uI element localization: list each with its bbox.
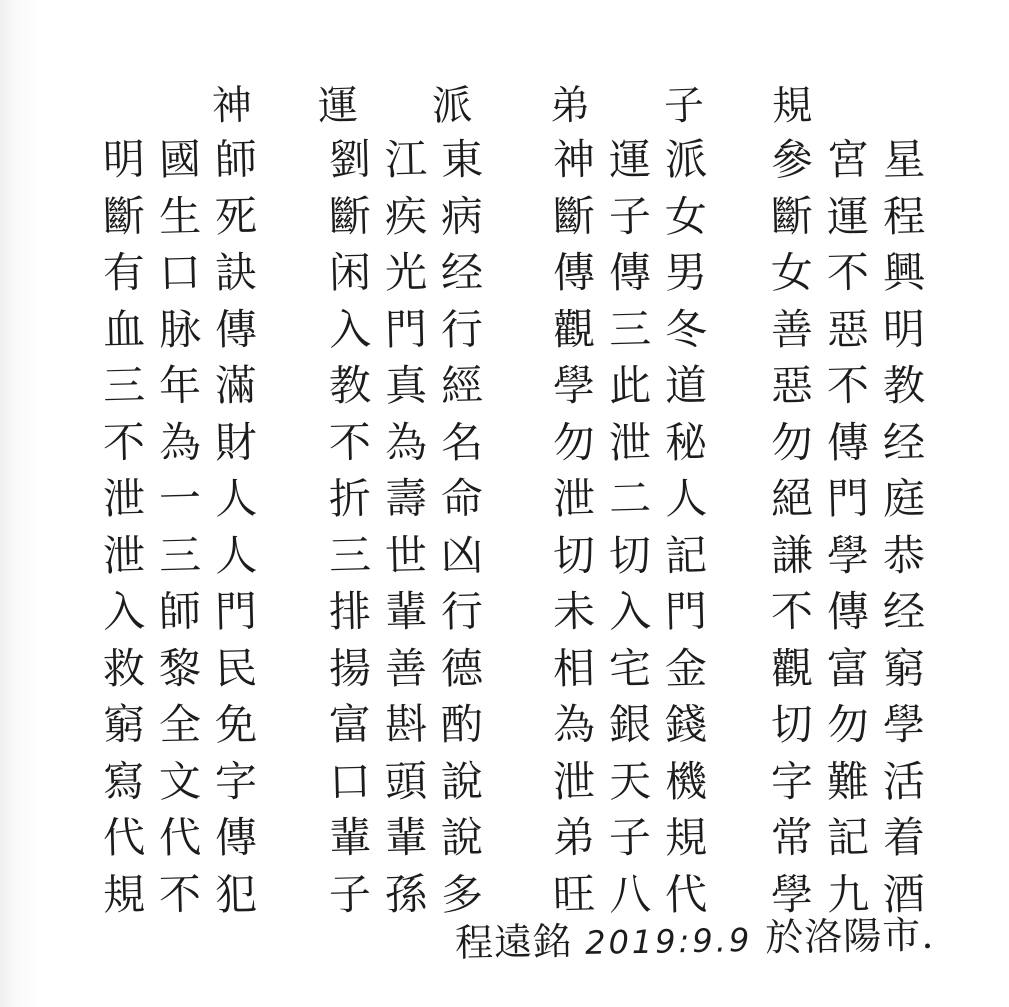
verse-char: 學 [552,360,596,411]
verse-char: 斟 [384,699,428,750]
verse-char: 常 [770,812,814,863]
verse-phrase [96,245,264,301]
verse-row [0,528,1009,585]
verse-char: 教 [328,360,372,411]
verse-phrase [764,754,932,810]
verse-char: 斷 [102,190,146,242]
verse-char: 病 [440,190,484,242]
verse-char: 未 [552,586,596,637]
verse-char: 血 [102,303,146,355]
verse-phrase [96,528,264,584]
verse-char: 活 [882,755,926,807]
verse-char: 恭 [882,529,926,581]
verse-row [0,245,1009,302]
verse-char: 凶 [440,529,484,581]
verse-char: 泄 [102,473,146,524]
verse-char: 傳 [214,812,258,863]
verse-char: 勿 [826,699,870,750]
verse-char: 相 [552,642,596,694]
verse-char: 訣 [214,247,258,298]
verse-char: 女 [664,190,708,242]
verse-row [0,415,1009,472]
verse-char: 不 [102,416,146,468]
verse-char: 冬 [664,303,708,355]
verse-phrase [546,132,714,188]
verse-phrase [546,189,714,245]
verse-phrase [322,697,490,753]
verse-char: 窮 [882,642,926,694]
verse-char: 字 [770,755,814,807]
verse-char: 金 [664,642,708,694]
verse-char: 經 [440,360,484,411]
verse-char: 神 [552,134,596,185]
verse-phrase [764,471,932,527]
verse-row [0,810,1009,867]
verse-char: 三 [158,529,202,581]
verse-char: 窮 [102,699,146,750]
verse-char: 字 [214,755,258,807]
title-char: 子 [663,82,705,130]
verse-phrase [322,132,490,188]
verse-row [0,358,1009,415]
verse-char: 道 [664,360,708,411]
verse-char: 為 [384,416,428,468]
verse-char: 財 [214,416,258,468]
verse-char: 切 [552,529,596,581]
verse-char: 記 [826,812,870,863]
verse-char: 劉 [328,134,372,185]
verse-phrase [96,867,264,923]
verse-phrase [322,584,490,640]
verse-char: 子 [608,190,652,242]
title-char: 規 [771,82,813,130]
verse-phrase [96,697,264,753]
verse-char: 入 [328,303,372,355]
verse-phrase [322,867,490,923]
verse-char: 運 [608,134,652,185]
verse-char: 傳 [826,416,870,468]
verse-char: 壽 [384,473,428,524]
verse-char: 行 [440,303,484,355]
verse-char: 門 [214,586,258,637]
signature-date: 2019:9.9 [584,920,753,962]
verse-char: 免 [214,699,258,750]
verse-char: 傳 [826,586,870,637]
verse-char: 着 [882,812,926,863]
verse-phrase [96,471,264,527]
verse-row [0,697,1009,754]
verse-char: 多 [440,868,484,920]
verse-char: 世 [384,529,428,581]
verse-char: 一 [158,473,202,524]
verse-char: 勿 [552,416,596,468]
verse-char: 真 [384,360,428,411]
verse-char: 人 [664,473,708,524]
title-char: 弟 [549,82,591,130]
verse-char: 為 [552,699,596,750]
verse-char: 代 [664,868,708,920]
verse-char: 酒 [882,868,926,920]
verse-char: 勿 [770,416,814,468]
verse-char: 記 [664,529,708,581]
verse-char: 銀 [608,699,652,750]
verse-phrase [96,641,264,697]
verse-phrase [322,754,490,810]
verse-char: 折 [328,473,372,524]
verse-char: 秘 [664,416,708,468]
verse-phrase [322,528,490,584]
verse-phrase [96,415,264,471]
verse-char: 機 [664,755,708,807]
verse-char: 難 [826,755,870,807]
verse-phrase [96,132,264,188]
verse-char: 此 [608,360,652,411]
verse-char: 民 [214,642,258,694]
verse-row [0,641,1009,698]
verse-char: 切 [608,529,652,581]
verse-char: 文 [158,755,202,807]
verse-char: 興 [882,247,926,298]
verse-phrase [322,302,490,358]
verse-char: 宅 [608,642,652,694]
verse-char: 絕 [770,473,814,524]
verse-char: 程 [882,190,926,242]
verse-phrase [546,810,714,866]
verse-row [0,189,1009,246]
title-char: 運 [317,82,359,130]
verse-char: 年 [158,360,202,411]
verse-char: 不 [158,868,202,920]
verse-char: 觀 [770,642,814,694]
verse-char: 寫 [102,755,146,807]
verse-phrase [764,415,932,471]
verse-char: 九 [826,868,870,920]
verse-char: 有 [102,247,146,298]
verse-char: 輩 [328,812,372,863]
verse-phrase [546,528,714,584]
verse-char: 善 [770,303,814,355]
verse-char: 光 [384,247,428,298]
verse-char: 不 [328,416,372,468]
verse-char: 泄 [102,529,146,581]
verse-phrase [322,189,490,245]
verse-char: 疾 [384,190,428,242]
verse-phrase [546,584,714,640]
verse-char: 運 [826,190,870,242]
verse-char: 三 [328,529,372,581]
title-char: 派 [431,82,473,130]
verse-char: 不 [826,247,870,298]
verse-char: 星 [882,134,926,185]
verse-char: 子 [608,812,652,863]
signature-place: 於洛陽市. [764,912,935,960]
verse-char: 切 [770,699,814,750]
verse-char: 學 [882,699,926,750]
verse-char: 德 [440,642,484,694]
verse-phrase [322,810,490,866]
verse-char: 師 [158,586,202,637]
verse-char: 命 [440,473,484,524]
verse-char: 全 [158,699,202,750]
verse-char: 滿 [214,360,258,411]
verse-phrase [546,471,714,527]
verse-phrase [764,528,932,584]
verse-char: 惡 [826,303,870,355]
verse-phrase [546,245,714,301]
verse-phrase [322,415,490,471]
verse-char: 輩 [384,586,428,637]
verse-char: 不 [770,586,814,637]
signature-name: 程遠銘 [454,919,573,966]
verse-row [0,132,1009,189]
verse-char: 代 [102,812,146,863]
verse-phrase [546,415,714,471]
verse-char: 揚 [328,642,372,694]
verse-char: 脉 [158,303,202,355]
verse-row [0,471,1009,528]
verse-char: 天 [608,755,652,807]
verse-char: 學 [770,868,814,920]
verse-char: 酌 [440,699,484,750]
verse-char: 說 [440,755,484,807]
verse-char: 孫 [384,868,428,920]
verse-phrase [322,471,490,527]
verse-char: 派 [664,134,708,185]
verse-char: 明 [882,303,926,355]
verse-row [0,754,1009,811]
verse-char: 明 [102,134,146,185]
verse-char: 門 [384,303,428,355]
verse-char: 三 [102,360,146,411]
verse-char: 名 [440,416,484,468]
verse-char: 規 [664,812,708,863]
verse-char: 八 [608,868,652,920]
verse-char: 泄 [552,755,596,807]
verse-char: 觀 [552,303,596,355]
verse-grid [0,132,1009,923]
verse-char: 经 [882,416,926,468]
verse-char: 犯 [214,868,258,920]
verse-char: 闲 [328,247,372,298]
verse-char: 頭 [384,755,428,807]
verse-char: 江 [384,134,428,185]
verse-phrase [764,641,932,697]
verse-char: 经 [440,247,484,298]
verse-char: 弟 [552,812,596,863]
verse-phrase [96,584,264,640]
verse-char: 斷 [770,190,814,242]
verse-char: 錢 [664,699,708,750]
verse-phrase [764,697,932,753]
verse-char: 門 [664,586,708,637]
verse-char: 師 [214,134,258,185]
verse-char: 門 [826,473,870,524]
verse-char: 善 [384,642,428,694]
verse-phrase [546,754,714,810]
verse-char: 经 [882,586,926,637]
verse-char: 口 [158,247,202,298]
verse-char: 泄 [608,416,652,468]
verse-phrase [764,132,932,188]
verse-phrase [96,754,264,810]
verse-char: 死 [214,190,258,242]
verse-phrase [546,641,714,697]
verse-char: 女 [770,247,814,298]
verse-char: 庭 [882,473,926,524]
verse-phrase [96,810,264,866]
verse-char: 入 [608,586,652,637]
verse-phrase [764,189,932,245]
verse-char: 人 [214,529,258,581]
verse-char: 口 [328,755,372,807]
verse-char: 救 [102,642,146,694]
verse-phrase [322,358,490,414]
verse-char: 行 [440,586,484,637]
verse-phrase [764,584,932,640]
verse-char: 學 [826,529,870,581]
verse-char: 為 [158,416,202,468]
verse-char: 斷 [328,190,372,242]
verse-char: 男 [664,247,708,298]
verse-char: 旺 [552,868,596,920]
verse-phrase [546,358,714,414]
verse-char: 子 [328,868,372,920]
verse-phrase [546,697,714,753]
verse-char: 黎 [158,642,202,694]
verse-char: 排 [328,586,372,637]
verse-char: 代 [158,812,202,863]
verse-char: 說 [440,812,484,863]
verse-phrase [764,358,932,414]
verse-char: 傳 [552,247,596,298]
verse-phrase [546,302,714,358]
verse-char: 三 [608,303,652,355]
verse-char: 二 [608,473,652,524]
verse-char: 規 [102,868,146,920]
verse-char: 不 [826,360,870,411]
verse-char: 輩 [384,812,428,863]
verse-char: 傳 [214,303,258,355]
verse-phrase [96,302,264,358]
verse-char: 宮 [826,134,870,185]
verse-char: 生 [158,190,202,242]
verse-phrase [96,358,264,414]
verse-char: 富 [328,699,372,750]
verse-char: 謙 [770,529,814,581]
verse-char: 人 [214,473,258,524]
verse-char: 泄 [552,473,596,524]
title-char: 神 [211,82,253,130]
verse-phrase [322,245,490,301]
verse-phrase [322,641,490,697]
verse-char: 傳 [608,247,652,298]
verse-char: 斷 [552,190,596,242]
verse-phrase [764,810,932,866]
verse-char: 參 [770,134,814,185]
verse-phrase [764,245,932,301]
signature [455,908,935,972]
verse-char: 國 [158,134,202,185]
verse-phrase [764,302,932,358]
page-title [0,78,1009,138]
verse-row [0,302,1009,359]
verse-char: 惡 [770,360,814,411]
verse-char: 東 [440,134,484,185]
verse-row [0,584,1009,641]
verse-char: 富 [826,642,870,694]
verse-phrase [96,189,264,245]
verse-char: 入 [102,586,146,637]
verse-char: 教 [882,360,926,411]
